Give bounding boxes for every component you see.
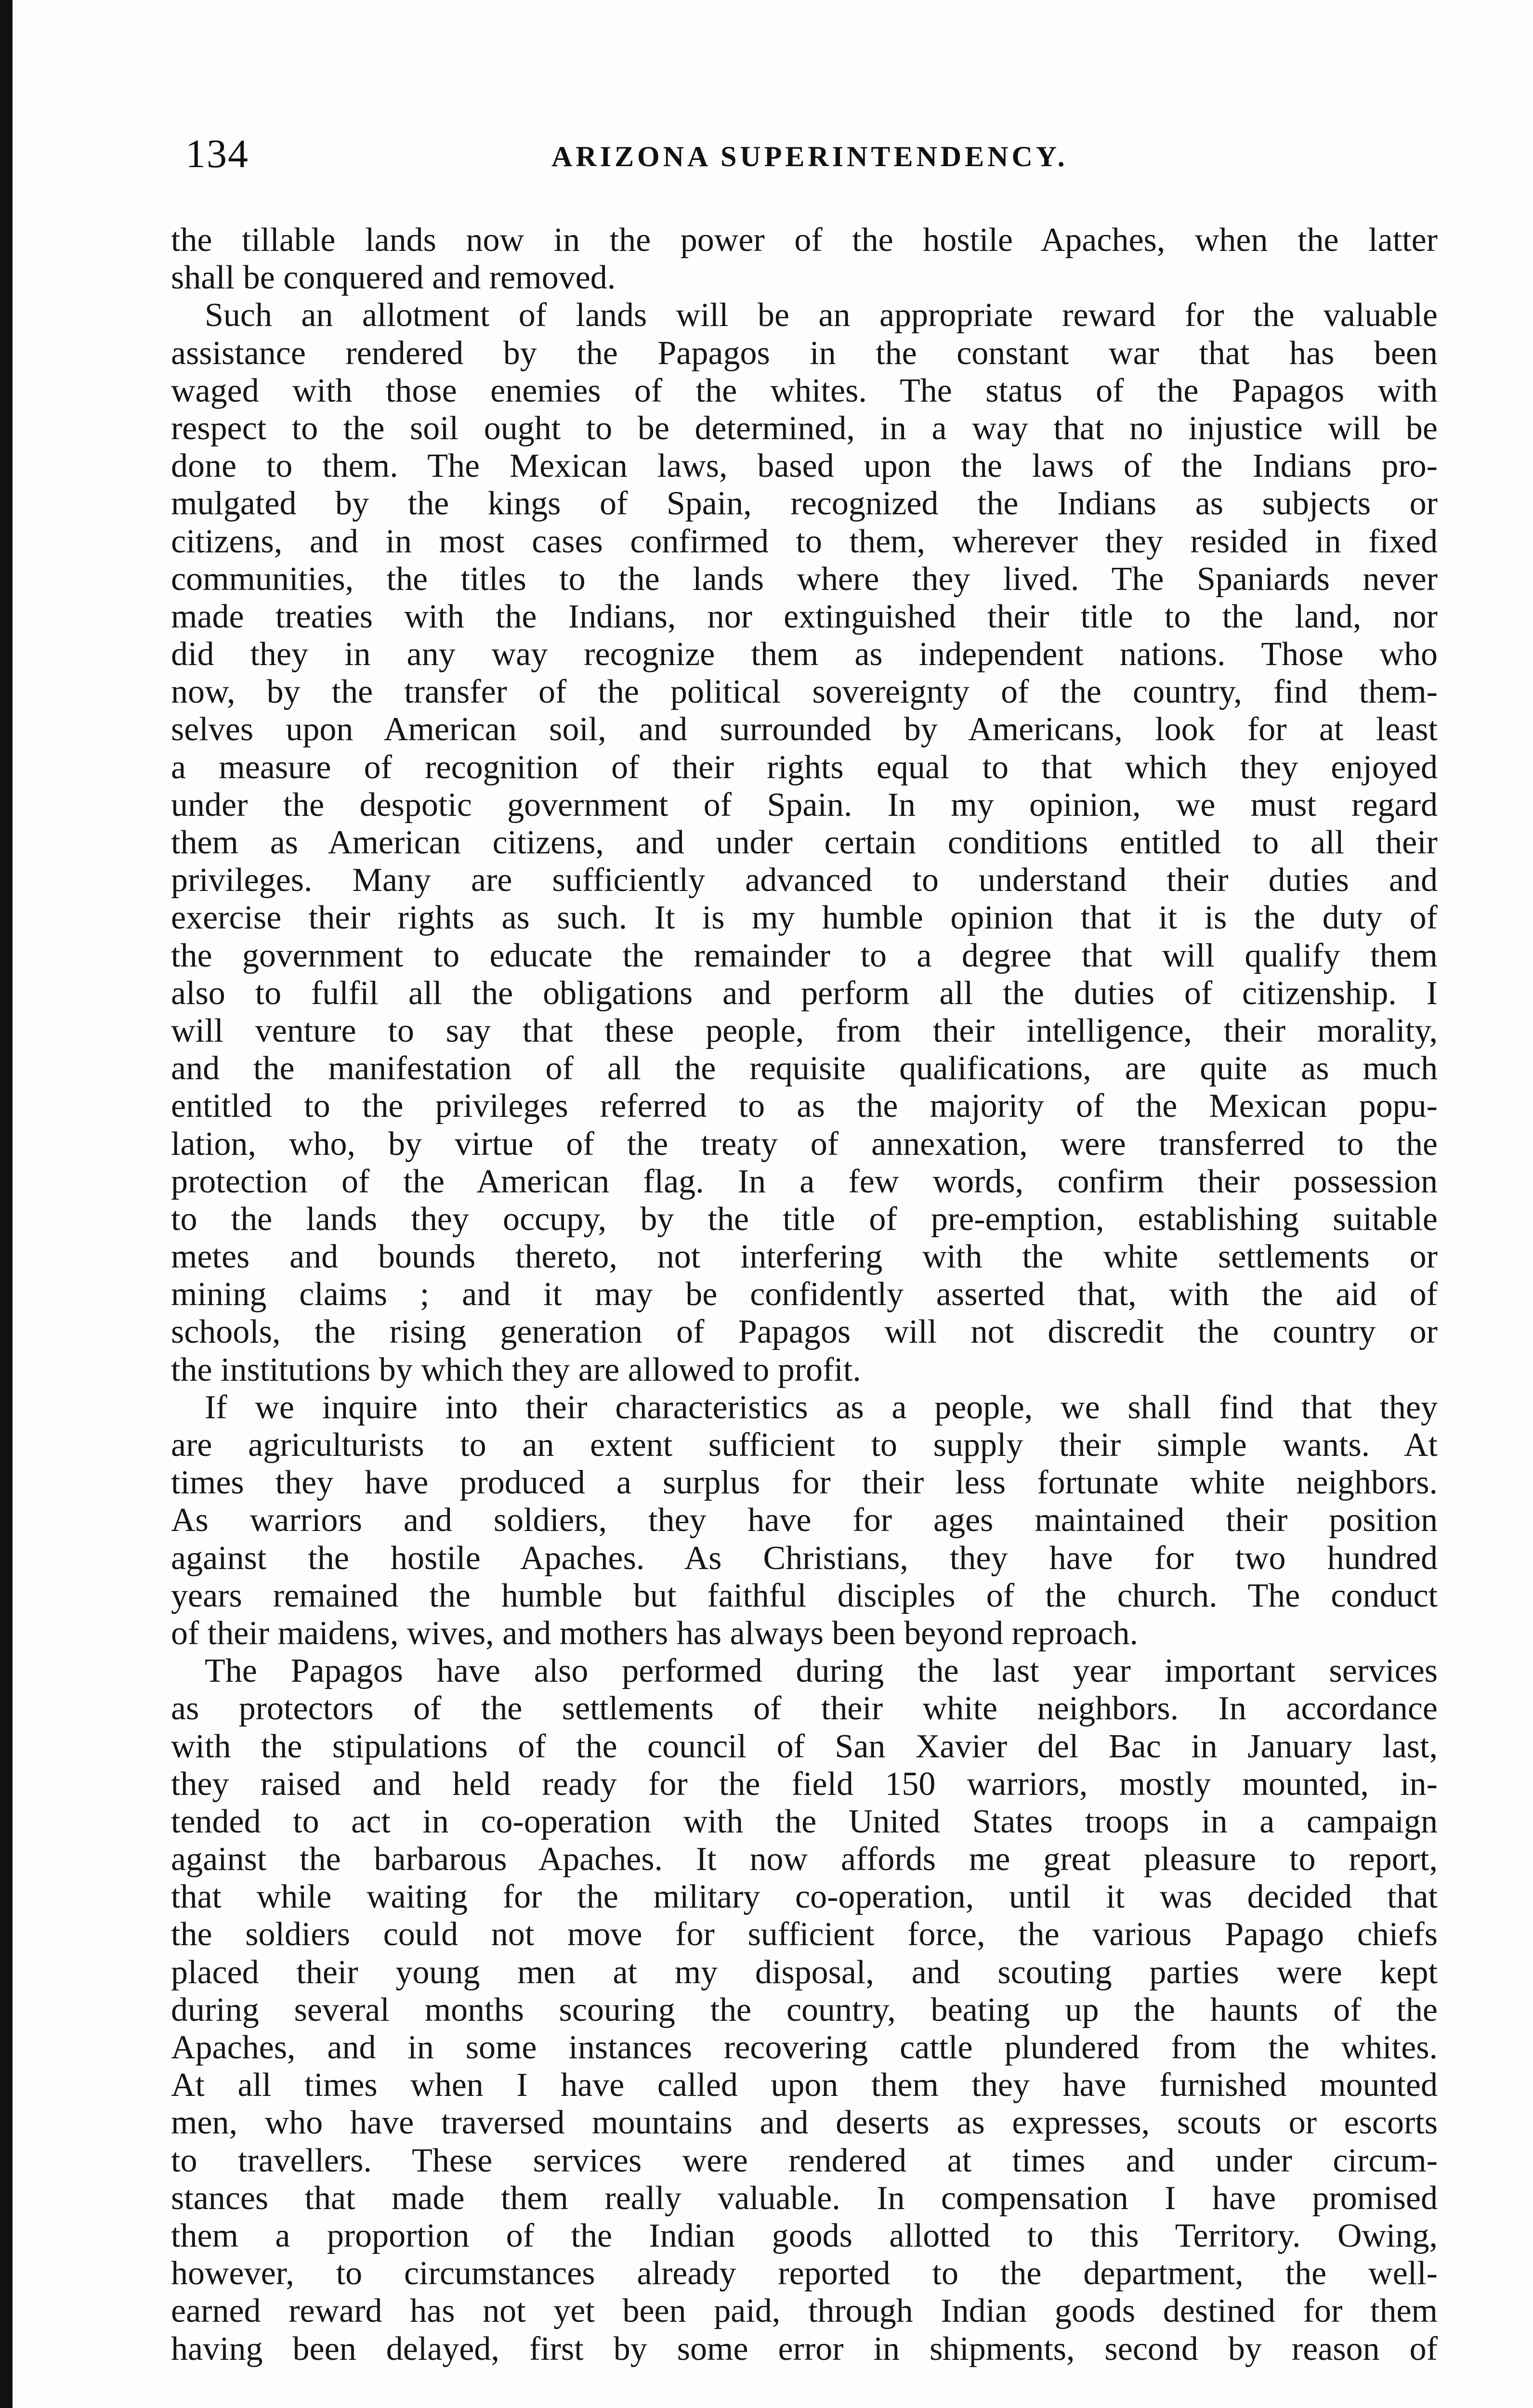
text-line: respect to the soil ought to be determined, in a way that no injustice will be xyxy=(171,409,1438,447)
text-line: earned reward has not yet been paid, through Indian goods destined for them xyxy=(171,2292,1438,2330)
text-line: At all times when I have called upon them they have furnished mounted xyxy=(171,2067,1438,2104)
text-line: mining claims ; and it may be confidently asserted that, with the aid of xyxy=(171,1276,1438,1313)
text-line: against the barbarous Apaches. It now affords me great pleasure to report, xyxy=(171,1841,1438,1878)
text-line: stances that made them really valuable. In compensation I have promised xyxy=(171,2179,1438,2217)
page-header xyxy=(185,130,1433,188)
text-line: them as American citizens, and under certain conditions entitled to all their xyxy=(171,824,1438,861)
text-line: as protectors of the settlements of their white neighbors. In accordance xyxy=(171,1690,1438,1727)
text-line: schools, the rising generation of Papagos will not discredit the country or xyxy=(171,1313,1438,1351)
text-line: citizens, and in most cases confirmed to them, wherever they resided in fixed xyxy=(171,523,1438,560)
text-line: did they in any way recognize them as independent nations. Those who xyxy=(171,636,1438,673)
text-line: As warriors and soldiers, they have for ages maintained their position xyxy=(171,1502,1438,1539)
text-line: the soldiers could not move for sufficient force, the various Papago chiefs xyxy=(171,1916,1438,1953)
text-line: against the hostile Apaches. As Christians, they have for two hundred xyxy=(171,1539,1438,1577)
text-line: done to them. The Mexican laws, based upon the laws of the Indians pro- xyxy=(171,447,1438,485)
text-line: years remained the humble but faithful disciples of the church. The conduct xyxy=(171,1577,1438,1614)
text-line: tended to act in co-operation with the United States troops in a campaign xyxy=(171,1803,1438,1840)
text-line: the tillable lands now in the power of the hostile Apaches, when the latter xyxy=(171,222,1438,259)
text-line: Such an allotment of lands will be an appropriate reward for the valuable xyxy=(205,297,1438,334)
text-line: to the lands they occupy, by the title of pre-emption, establishing suitable xyxy=(171,1200,1438,1238)
body-text xyxy=(171,222,1438,2368)
text-line: If we inquire into their characteristics as a people, we shall find that they xyxy=(205,1388,1438,1426)
text-line: selves upon American soil, and surrounded by Americans, look for at least xyxy=(171,711,1438,748)
text-line: Apaches, and in some instances recovering cattle plundered from the whites. xyxy=(171,2029,1438,2066)
text-line: them a proportion of the Indian goods allotted to this Territory. Owing, xyxy=(171,2217,1438,2254)
text-line: during several months scouring the country, beating up the haunts of the xyxy=(171,1991,1438,2028)
text-line: mulgated by the kings of Spain, recognized the Indians as subjects or xyxy=(171,485,1438,523)
text-line: however, to circumstances already reported to the department, the well- xyxy=(171,2255,1438,2292)
text-line: with the stipulations of the council of San Xavier del Bac in January last, xyxy=(171,1727,1438,1765)
text-line: assistance rendered by the Papagos in the constant war that has been xyxy=(171,334,1438,372)
text-line: protection of the American flag. In a few words, confirm their possession xyxy=(171,1163,1438,1200)
text-line: will venture to say that these people, from their intelligence, their morality, xyxy=(171,1012,1438,1049)
text-line: shall be conquered and removed. xyxy=(171,259,616,297)
text-line: under the despotic government of Spain. In my opinion, we must regard xyxy=(171,786,1438,824)
text-line: having been delayed, first by some error in shipments, second by reason of xyxy=(171,2330,1438,2368)
text-line: now, by the transfer of the political sovereignty of the country, find them- xyxy=(171,673,1438,711)
text-line: times they have produced a surplus for their less fortunate white neighbors. xyxy=(171,1464,1438,1502)
text-line: The Papagos have also performed during the last year important services xyxy=(205,1652,1438,1690)
text-line: privileges. Many are sufficiently advanced to understand their duties and xyxy=(171,862,1438,899)
scan-edge-left xyxy=(0,0,13,2408)
text-line: men, who have traversed mountains and deserts as expresses, scouts or escorts xyxy=(171,2104,1438,2142)
text-line: to travellers. These services were rendered at times and under circum- xyxy=(171,2142,1438,2179)
text-line: lation, who, by virtue of the treaty of annexation, were transferred to the xyxy=(171,1125,1438,1163)
page-number: 134 xyxy=(185,131,249,176)
text-line: also to fulfil all the obligations and perform all the duties of citizenship. I xyxy=(171,974,1438,1012)
text-line: and the manifestation of all the requisite qualifications, are quite as much xyxy=(171,1050,1438,1087)
text-line: exercise their rights as such. It is my humble opinion that it is the duty of xyxy=(171,899,1438,937)
text-line: waged with those enemies of the whites. The status of the Papagos with xyxy=(171,372,1438,409)
text-line: entitled to the privileges referred to as the majority of the Mexican popu- xyxy=(171,1087,1438,1125)
text-line: are agriculturists to an extent sufficient to supply their simple wants. At xyxy=(171,1426,1438,1464)
text-line: the government to educate the remainder to a degree that will qualify them xyxy=(171,937,1438,974)
text-line: placed their young men at my disposal, and scouting parties were kept xyxy=(171,1953,1438,1991)
running-head: ARIZONA SUPERINTENDENCY. xyxy=(551,141,1068,172)
text-line: made treaties with the Indians, nor extinguished their title to the land, nor xyxy=(171,598,1438,635)
text-line: metes and bounds thereto, not interfering with the white settlements or xyxy=(171,1238,1438,1276)
text-line: communities, the titles to the lands where they lived. The Spaniards never xyxy=(171,560,1438,598)
text-line: of their maidens, wives, and mothers has always been beyond reproach. xyxy=(171,1614,1138,1652)
text-line: they raised and held ready for the field 150 warriors, mostly mounted, in- xyxy=(171,1765,1438,1803)
text-line: that while waiting for the military co-operation, until it was decided that xyxy=(171,1878,1438,1916)
text-line: a measure of recognition of their rights equal to that which they enjoyed xyxy=(171,748,1438,786)
text-line: the institutions by which they are allowed to profit. xyxy=(171,1351,861,1388)
